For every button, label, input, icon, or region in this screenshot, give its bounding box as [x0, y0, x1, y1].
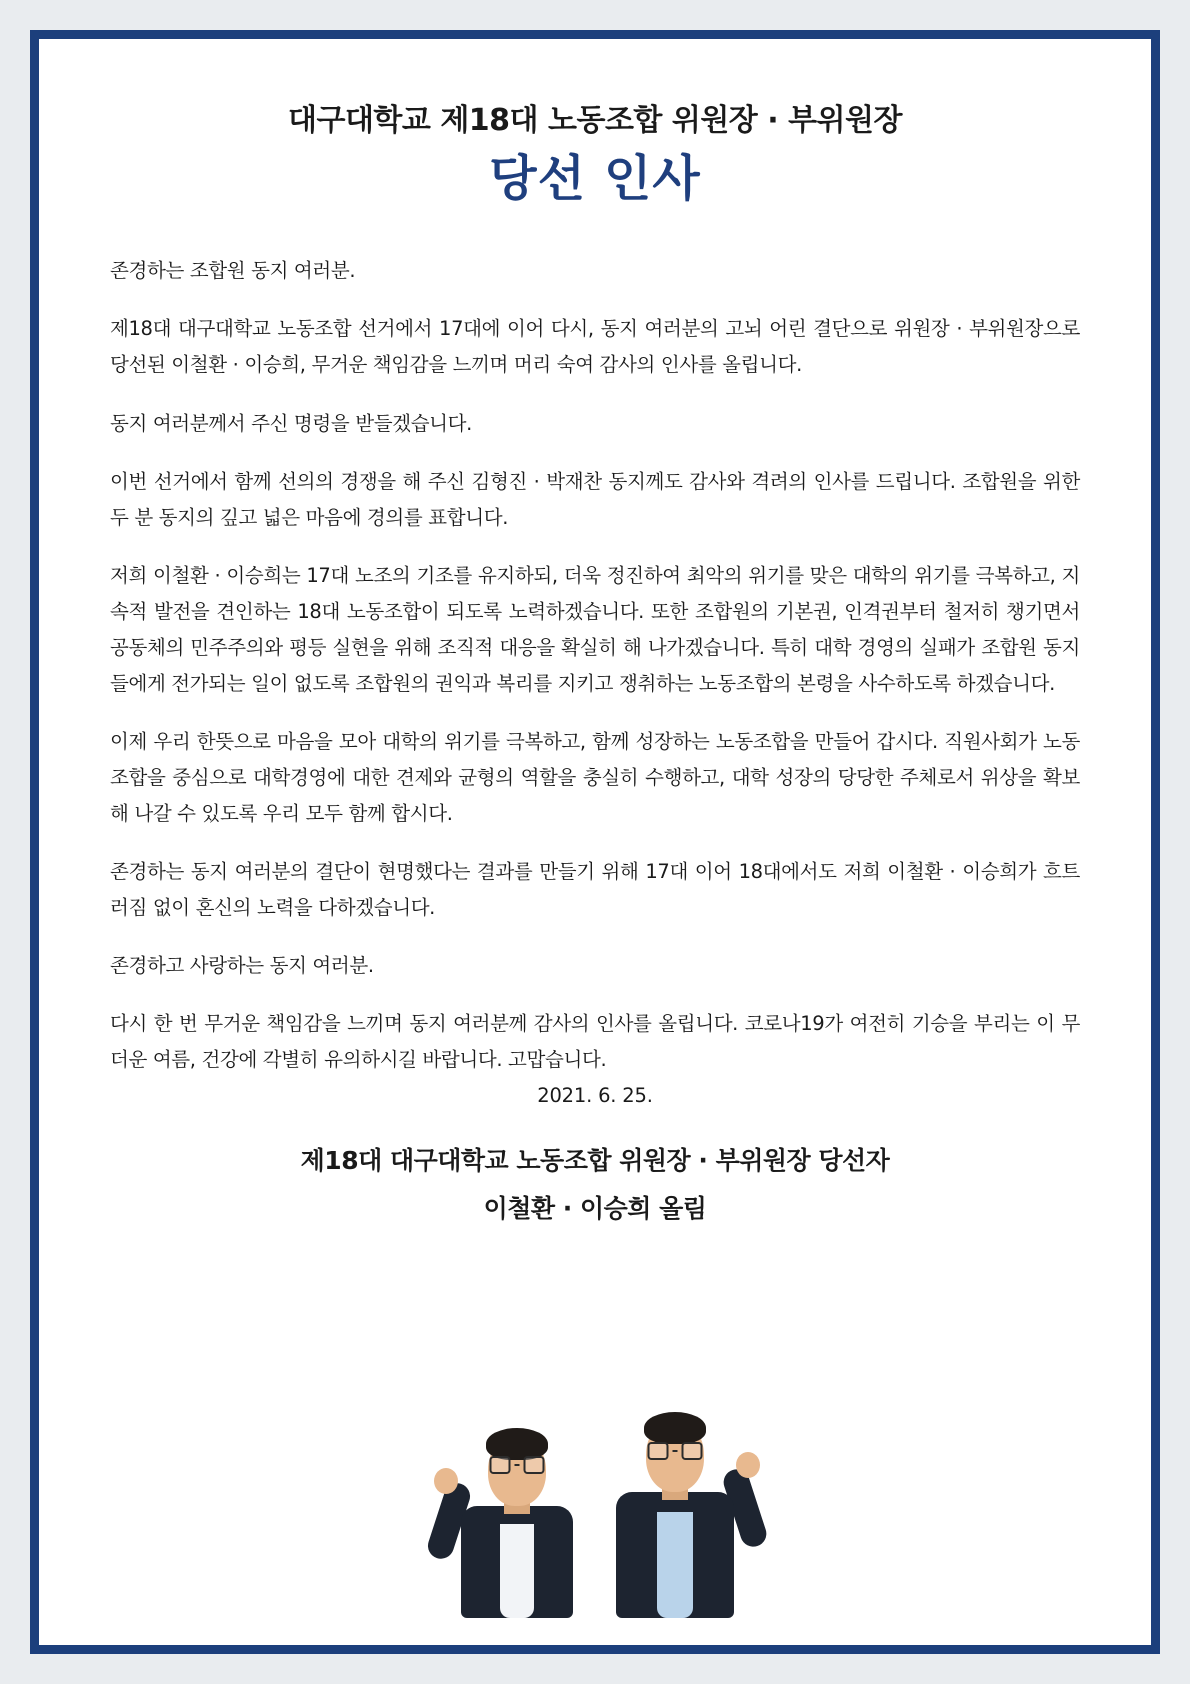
paragraph: 이번 선거에서 함께 선의의 경쟁을 해 주신 김형진 · 박재찬 동지께도 감사와 격려의 인사를 드립니다. 조합원을 위한 두 분 동지의 깊고 넓은 마음에 경의를 표합니다. [110, 469, 1080, 529]
page-title: 당선 인사 [489, 150, 701, 207]
person-left-fist [434, 1468, 458, 1494]
glasses-icon [647, 1442, 702, 1460]
paragraph: 저희 이철환 · 이승희는 17대 노조의 기조를 유지하되, 더욱 정진하여 최악의 위기를 맞은 대학의 위기를 극복하고, 지속적 발전을 견인하는 18대 노동조합이 되도록 노력하겠습니다. 또한 조합원의 기본권, 인격권부터 철저히 챙기면서 공동체의 민주주의와 평등 실현을 위해 조직적 대응을 확실히 해 나가겠습니다. 특히 대학 경영의 실패가 조합원 동지들에게 전가되는 일이 없도록 조합원의 권익과 복리를 지키고 쟁취하는 노동조합의 본령을 사수하도록 하겠습니다. [110, 563, 1080, 695]
person-right-hair [644, 1412, 706, 1444]
person-right-figure [597, 1386, 752, 1618]
paragraph: 이제 우리 한뜻으로 마음을 모아 대학의 위기를 극복하고, 함께 성장하는 노동조합을 만들어 갑시다. 직원사회가 노동조합을 중심으로 대학경영에 대한 견제와 균형의 역할을 충실히 수행하고, 대학 성장의 당당한 주체로서 위상을 확보해 나갈 수 있도록 우리 모두 함께 합시다. [110, 729, 1080, 826]
signature-block [110, 1141, 1080, 1225]
paragraph: 존경하는 조합원 동지 여러분. [110, 259, 356, 283]
paragraph: 다시 한 번 무거운 책임감을 느끼며 동지 여러분께 감사의 인사를 올립니다. 코로나19가 여전히 기승을 부리는 이 무더운 여름, 건강에 각별히 유의하시길 바랍니다. 고맙습니다. [110, 1012, 1080, 1072]
poster-content [47, 47, 1143, 1637]
glasses-icon [490, 1456, 545, 1474]
person-right-fist [736, 1452, 760, 1478]
document-date: 2021. 6. 25. [537, 1084, 653, 1108]
document-header-line: 대구대학교 제18대 노동조합 위원장 · 부위원장 [287, 103, 902, 138]
person-right-shirt [657, 1512, 693, 1618]
person-left-figure [442, 1406, 592, 1618]
paragraph: 존경하고 사랑하는 동지 여러분. [110, 954, 374, 978]
winners-photo [48, 1370, 1142, 1618]
poster-frame [30, 30, 1160, 1654]
person-left-shirt [500, 1524, 534, 1618]
paragraph: 동지 여러분께서 주신 명령을 받들겠습니다. [110, 411, 473, 435]
photo-figures [430, 1378, 760, 1618]
signature-role: 제18대 대구대학교 노동조합 위원장 · 부위원장 당선자 [300, 1146, 890, 1176]
letter-body [110, 253, 1080, 1078]
paragraph: 제18대 대구대학교 노동조합 선거에서 17대에 이어 다시, 동지 여러분의 고뇌 어린 결단으로 위원장 · 부위원장으로 당선된 이철환 · 이승희, 무거운 책임감을 느끼며 머리 숙여 감사의 인사를 올립니다. [110, 317, 1080, 377]
signature-names: 이철환 · 이승희 올림 [483, 1194, 707, 1224]
paragraph: 존경하는 동지 여러분의 결단이 현명했다는 결과를 만들기 위해 17대 이어 18대에서도 저희 이철환 · 이승희가 흐트러짐 없이 혼신의 노력을 다하겠습니다. [110, 860, 1080, 920]
